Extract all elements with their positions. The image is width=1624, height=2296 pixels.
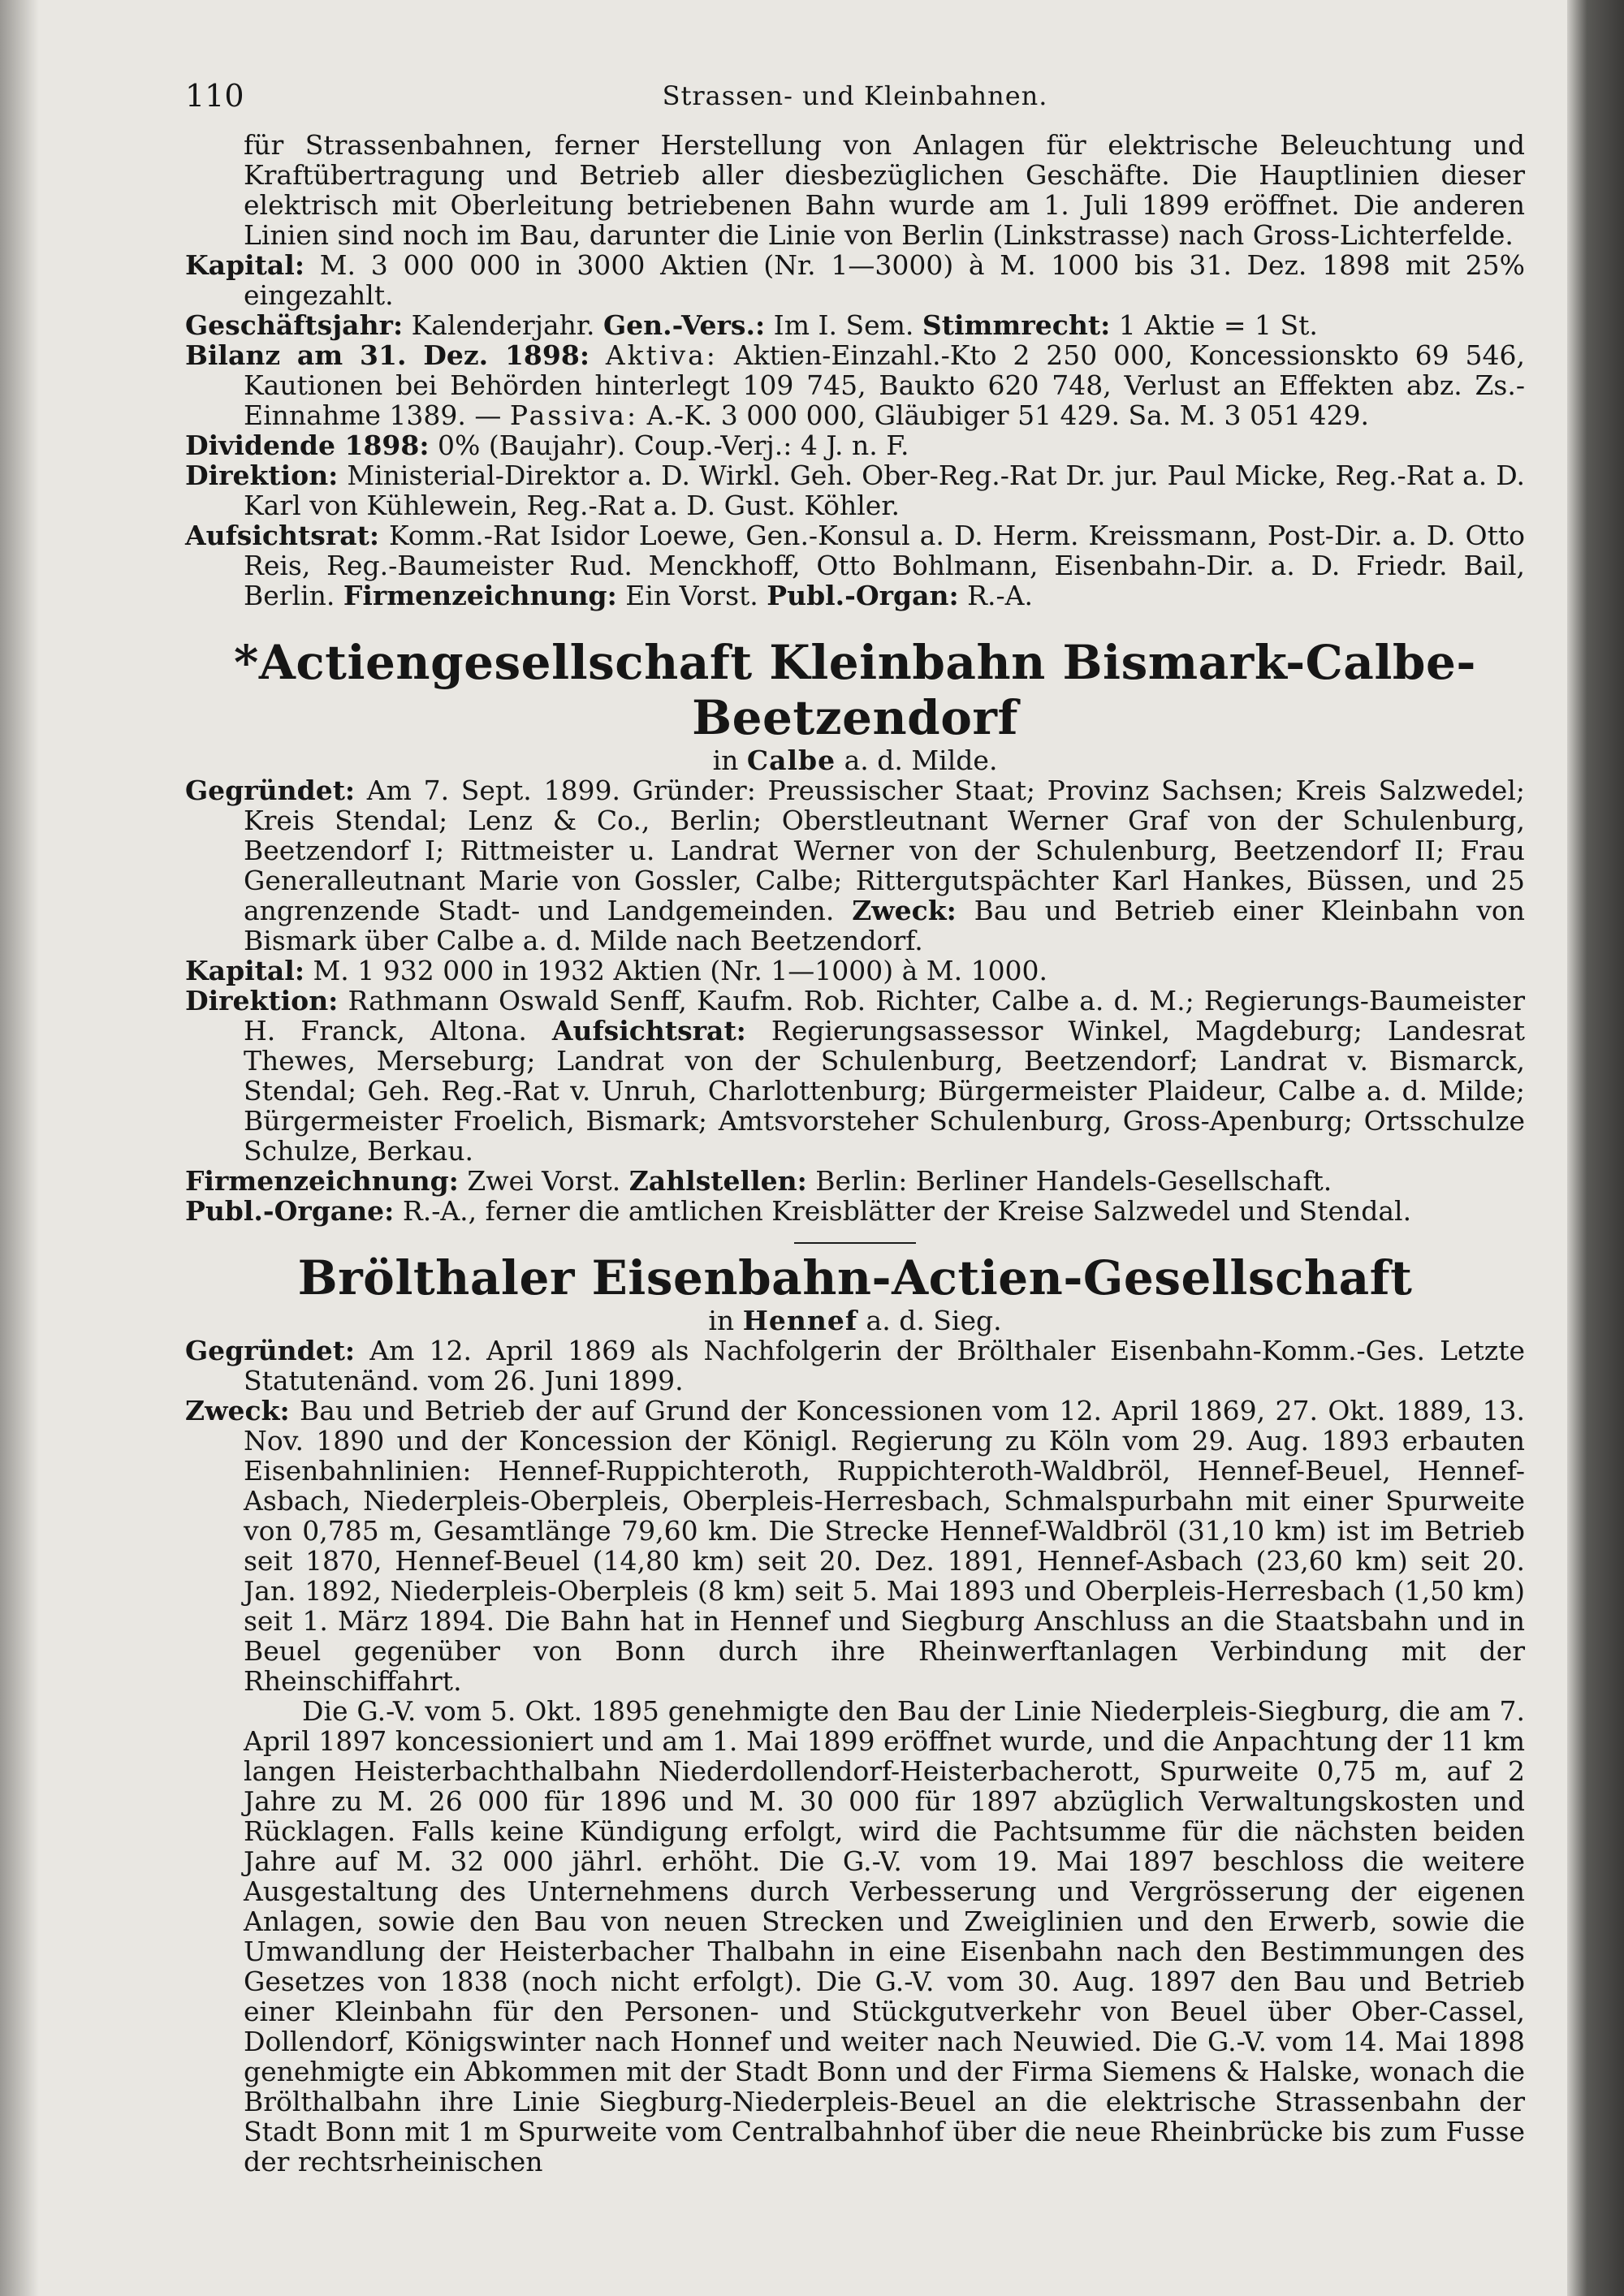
page-number: 110 (185, 78, 244, 114)
kapital-line (185, 956, 1525, 986)
gegruendet-line (185, 1336, 1525, 1396)
gegruendet-text: Am 12. April 1869 als Nachfolgerin der Brölthaler Eisenbahn-Komm.-Ges. Letzte Statutenänd. vom 26. Juni 1899. (244, 1335, 1525, 1396)
company-location (185, 1306, 1525, 1336)
publ-organe-line (185, 1196, 1525, 1226)
aufsichtsrat-label: Aufsichtsrat: (185, 520, 380, 551)
publ-organe-label: Publ.-Organe: (185, 1195, 395, 1227)
running-head (185, 78, 1525, 130)
kapital-text: M. 1 932 000 in 1932 Aktien (Nr. 1—1000) à M. 1000. (304, 955, 1048, 986)
zweck-label: Zweck: (185, 1395, 290, 1426)
scan-margin-left (0, 0, 39, 2296)
gen-vers-text: Im I. Sem. (765, 309, 922, 341)
dividende-label: Dividende 1898: (185, 429, 430, 461)
geschaeftsjahr-label: Geschäftsjahr: (185, 309, 404, 341)
gegruendet-label: Gegründet: (185, 1335, 356, 1366)
section-divider (794, 1242, 916, 1244)
location-prefix: in (712, 744, 747, 776)
geschaeftsjahr-line (185, 310, 1525, 340)
kapital-label: Kapital: (185, 955, 305, 986)
firmenzeichnung-text: Ein Vorst. (616, 580, 767, 611)
company-location (185, 745, 1525, 775)
dividende-line (185, 430, 1525, 460)
firmenzeichnung-label: Firmenzeichnung: (185, 1165, 459, 1197)
passiva-label: Passiva: (509, 399, 639, 431)
running-title: Strassen- und Kleinbahnen. (662, 80, 1048, 111)
location-city: Calbe (746, 744, 836, 776)
gv-paragraph: Die G.-V. vom 5. Okt. 1895 genehmigte den Bau der Linie Niederpleis-Siegburg, die am 7. April 1897 koncessioniert und am 1. Mai 1899 eröffnet wurde, und die Anpachtung der 11 km langen Heisterbachthalbahn Niederdollendorf-Heisterbacherott, Spurweite 0,75 m, auf 2 Jahre zu M. 26 000 für 1896 und M. 30 000 für 1897 abzüglich Verwaltungskosten und Rücklagen. Falls keine Kündigung erfolgt, wird die Pachtsumme für die nächsten beiden Jahre auf M. 32 000 jährl. erhöht. Die G.-V. vom 19. Mai 1897 beschloss die weitere Ausgestaltung des Unternehmens durch Verbesserung und Vergrösserung der eigenen Anlagen, sowie den Bau von neuen Strecken und Zweiglinien und den Erwerb, sowie die Umwandlung der Heisterbacher Thalbahn in eine Eisenbahn nach den Bestimmungen des Gesetzes von 1838 (noch nicht erfolgt). Die G.-V. vom 30. Aug. 1897 den Bau und Betrieb einer Kleinbahn für den Personen- und Stückgutverkehr von Beuel über Ober-Cassel, Dollendorf, Königswinter nach Honnef und weiter nach Neuwied. Die G.-V. vom 14. Mai 1898 genehmigte ein Abkommen mit der Stadt Bonn und der Firma Siemens & Halske, wonach die Brölthalbahn ihre Linie Siegburg-Niederpleis-Beuel an die elektrische Strassenbahn der Stadt Bonn mit 1 m Spurweite vom Centralbahnhof über die neue Rheinbrücke bis zum Fusse der rechtsrheinischen (244, 1695, 1525, 2177)
intro-paragraph: für Strassenbahnen, ferner Herstellung von Anlagen für elektrische Beleuchtung und Kraftübertragung und Betrieb aller diesbezüglichen Geschäfte. Die Hauptlinien dieser elektrisch mit Oberleitung betriebenen Bahn wurde am 1. Juli 1899 eröffnet. Die anderen Linien sind noch im Bau, darunter die Linie von Berlin (Linkstrasse) nach Gross-Lichterfelde. (244, 129, 1525, 251)
direktion-text: Ministerial-Direktor a. D. Wirkl. Geh. Ober-Reg.-Rat Dr. jur. Paul Micke, Reg.-Rat a. D. Karl von Kühlewein, Reg.-Rat a. D. Gust. Köhler. (244, 460, 1525, 521)
company-title: *Actiengesellschaft Kleinbahn Bismark-Calbe-Beetzendorf (234, 635, 1476, 745)
kapital-line (185, 250, 1525, 310)
location-prefix: in (708, 1305, 743, 1336)
kapital-label: Kapital: (185, 249, 305, 281)
gen-vers-label: Gen.-Vers.: (603, 309, 766, 341)
location-city: Hennef (742, 1305, 858, 1336)
aktiva-label: Aktiva: (605, 339, 718, 371)
direktion-label: Direktion: (185, 460, 339, 491)
direktion-label: Direktion: (185, 985, 339, 1016)
gegruendet-label: Gegründet: (185, 775, 356, 806)
geschaeftsjahr-text: Kalenderjahr. (403, 309, 603, 341)
gegruendet-text: Am 7. Sept. 1899. Gründer: Preussischer Staat; Provinz Sachsen; Kreis Salzwedel; Kreis Stendal; Lenz & Co., Berlin; Oberstleutnant Werner Graf von der Schulenburg, Beetzendorf I; Rittmeister u. Landrat Werner von der Schulenburg, Beetzendorf II; Frau Generalleutnant Marie von Gossler, Calbe; Rittergutspächter Karl Hankes, Büssen, und 25 angrenzende Stadt- und Landgemeinden. (244, 775, 1525, 926)
direktion-text: Rathmann Oswald Senff, Kaufm. Rob. Richter, Calbe a. d. M.; Regierungs-Baumeister H. Franck, Altona. (244, 985, 1525, 1047)
firmenzeichnung-text: Zwei Vorst. (458, 1165, 629, 1197)
zahlstellen-label: Zahlstellen: (628, 1165, 807, 1197)
zweck-text: Bau und Betrieb einer Kleinbahn von Bismark über Calbe a. d. Milde nach Beetzendorf. (244, 895, 1526, 956)
scan-margin-right (1567, 0, 1624, 2296)
zweck-label: Zweck: (852, 895, 957, 926)
document-page (185, 78, 1526, 2177)
location-suffix: a. d. Milde. (836, 744, 998, 776)
publ-organ-label: Publ.-Organ: (767, 580, 959, 611)
gegruendet-line (185, 775, 1525, 956)
firmenzeichnung-line (185, 1166, 1525, 1196)
firmenzeichnung-label: Firmenzeichnung: (343, 580, 617, 611)
entry-broelthaler (185, 1250, 1525, 2177)
bilanz-passiva-text: A.-K. 3 000 000, Gläubiger 51 429. Sa. M. 3 051 429. (638, 399, 1369, 431)
location-suffix: a. d. Sieg. (857, 1305, 1002, 1336)
entry-bismark-calbe (185, 635, 1525, 1226)
dividende-text: 0% (Baujahr). Coup.-Verj.: 4 J. n. F. (429, 429, 909, 461)
aufsichtsrat-text: Komm.-Rat Isidor Loewe, Gen.-Konsul a. D. Herm. Kreissmann, Post-Dir. a. D. Otto Reis, Reg.-Baumeister Rud. Menckhoff, Otto Bohlmann, Eisenbahn-Dir. a. D. Friedr. Bail, Berlin. (244, 520, 1525, 611)
stimmrecht-label: Stimmrecht: (922, 309, 1111, 341)
kapital-text: M. 3 000 000 in 3000 Aktien (Nr. 1—3000) à M. 1000 bis 31. Dez. 1898 mit 25% eingezahlt. (244, 249, 1525, 311)
publ-organe-text: R.-A., ferner die amtlichen Kreisblätter der Kreise Salzwedel und Stendal. (394, 1195, 1412, 1227)
zweck-line (185, 1396, 1525, 1696)
aufsichtsrat-label: Aufsichtsrat: (551, 1015, 746, 1047)
direktion-line (185, 986, 1525, 1166)
zahlstellen-text: Berlin: Berliner Handels-Gesellschaft. (806, 1165, 1332, 1197)
aufsichtsrat-line (185, 520, 1525, 611)
entry-continued (185, 130, 1525, 611)
company-title: Brölthaler Eisenbahn-Actien-Gesellschaft (297, 1250, 1413, 1306)
bilanz-label: Bilanz am 31. Dez. 1898: (185, 339, 590, 371)
aufsichtsrat-text: Regierungsassessor Winkel, Magdeburg; Landesrat Thewes, Merseburg; Landrat von der Schulenburg, Beetzendorf; Landrat v. Bismarck, Stendal; Geh. Reg.-Rat v. Unruh, Charlottenburg; Bürgermeister Plaideur, Calbe a. d. Milde; Bürgermeister Froelich, Bismark; Amtsvorsteher Schulenburg, Gross-Apenburg; Ortsschulze Schulze, Berkau. (244, 1015, 1525, 1167)
bilanz-line (185, 340, 1525, 430)
zweck-text: Bau und Betrieb der auf Grund der Koncessionen vom 12. April 1869, 27. Okt. 1889, 13. Nov. 1890 und der Koncession der Königl. Regierung zu Köln vom 29. Aug. 1893 erbauten Eisenbahnlinien: Hennef-Ruppichteroth, Ruppichteroth-Waldbröl, Hennef-Beuel, Hennef-Asbach, Niederpleis-Oberpleis, Oberpleis-Herresbach, Schmalspurbahn mit einer Spurweite von 0,785 m, Gesamtlänge 79,60 km. Die Strecke Hennef-Waldbröl (31,10 km) ist im Betrieb seit 1870, Hennef-Beuel (14,80 km) seit 20. Dez. 1891, Hennef-Asbach (23,60 km) seit 20. Jan. 1892, Niederpleis-Oberpleis (8 km) seit 5. Mai 1893 und Oberpleis-Herresbach (1,50 km) seit 1. März 1894. Die Bahn hat in Hennef und Siegburg Anschluss an die Staatsbahn und in Beuel gegenüber von Bonn durch ihre Rheinwerftanlagen Verbindung mit der Rheinschiffahrt. (244, 1395, 1525, 1697)
stimmrecht-text: 1 Aktie = 1 St. (1110, 309, 1318, 341)
direktion-line (185, 460, 1525, 520)
publ-organ-text: R.-A. (958, 580, 1033, 611)
bilanz-aktiva-text: Aktien-Einzahl.-Kto 2 250 000, Koncessionskto 69 546, Kautionen bei Behörden hinterlegt 109 745, Baukto 620 748, Verlust an Effekten abz. Zs.-Einnahme 1389. — (244, 339, 1525, 431)
